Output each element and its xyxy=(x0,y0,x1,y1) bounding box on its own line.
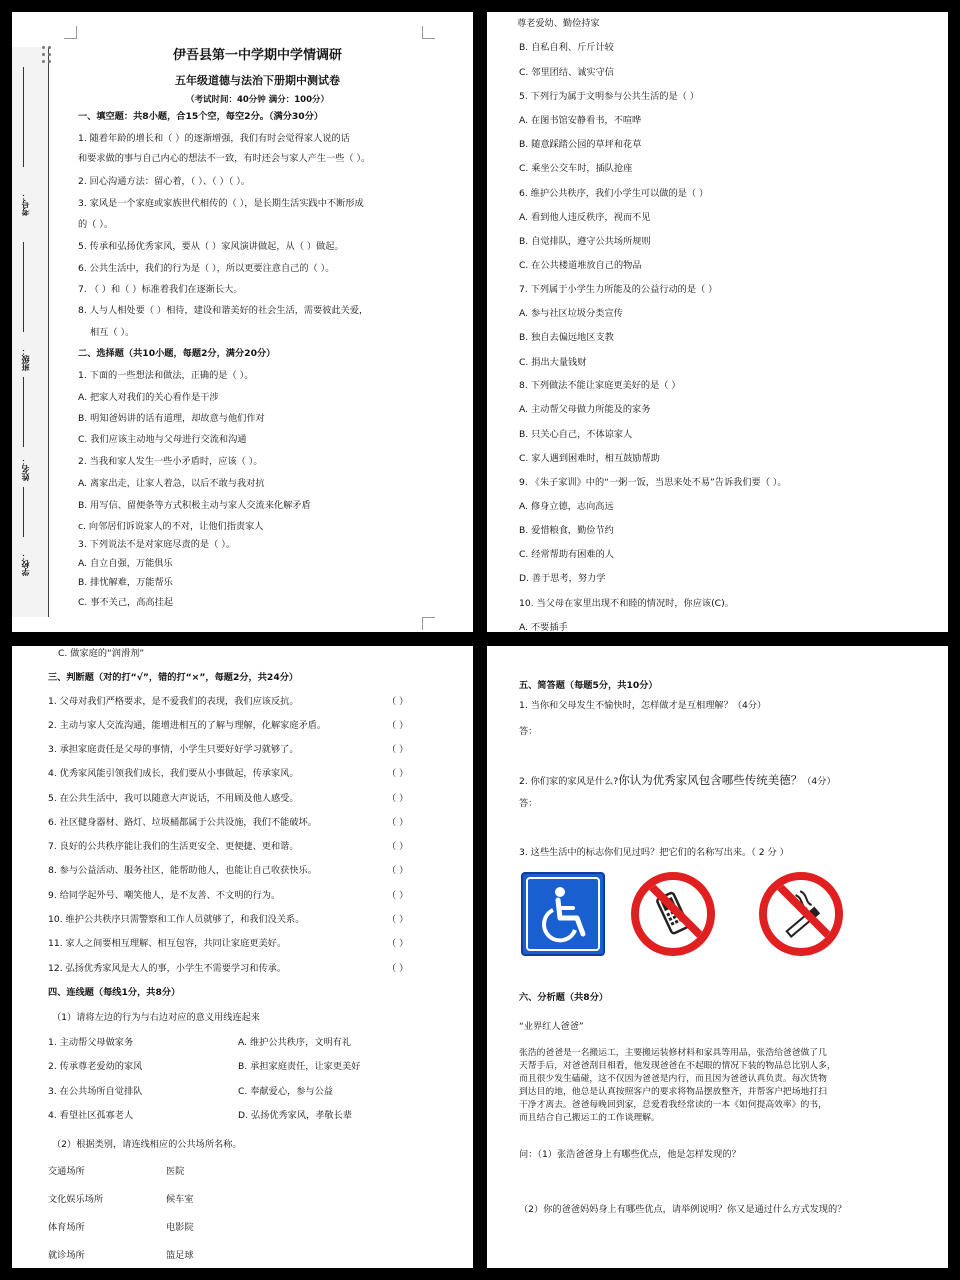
question-line: 10. 当父母在家里出现不和睦的情况时，你应该(C)。 xyxy=(519,598,734,609)
exam-title: 伊吾县第一中学期中学情调研 xyxy=(172,48,342,63)
option-line: B. 排忧解难，万能帮乐 xyxy=(78,577,173,588)
answer-label: 答： xyxy=(519,798,538,809)
paragraph-line: 而且很少发生磕碰，这不仅因为爸爸是内行，而且因为爸爸认真负责。每次货物 xyxy=(519,1074,827,1084)
story-title: “业界红人爸爸” xyxy=(519,1021,584,1032)
match-left-item[interactable]: 4. 看望社区孤寡老人 xyxy=(48,1110,134,1121)
answer-bracket[interactable]: （ ） xyxy=(387,865,409,876)
judge-item: 7. 良好的公共秩序能让我们的生活更安全、更便捷、更和谐。 xyxy=(48,841,299,852)
answer-bracket[interactable]: （ ） xyxy=(387,841,409,852)
answer-bracket[interactable]: （ ） xyxy=(387,914,409,925)
judge-item: 3. 承担家庭责任是父母的事情，小学生只要好好学习就够了。 xyxy=(48,744,299,755)
section-heading: 三、判断题（对的打“√”，错的打“×”，每题2分，共24分） xyxy=(48,672,299,683)
question-line: 1. 随着年龄的增长和（ ）的逐渐增强，我们有时会觉得家人说的话 xyxy=(78,133,350,144)
category-left-item[interactable]: 交通场所 xyxy=(48,1166,85,1177)
answer-bracket[interactable]: （ ） xyxy=(387,817,409,828)
question-line: 6. 公共生活中，我们的行为是（ ），所以更要注意自己的（ ）。 xyxy=(78,263,335,274)
category-left-item[interactable]: 就诊场所 xyxy=(48,1250,85,1261)
exam-page-3 xyxy=(12,646,473,1268)
answer-bracket[interactable]: （ ） xyxy=(387,963,409,974)
question-line: 的（ ）。 xyxy=(78,219,114,230)
option-line: C. 家人遇到困难时，相互鼓励帮助 xyxy=(519,453,660,464)
option-line: A. 离家出走，让家人着急，以后不敢与我对抗 xyxy=(78,478,265,489)
category-right-item[interactable]: 候车室 xyxy=(166,1194,194,1205)
question-line: 5. 下列行为属于文明参与公共生活的是（ ） xyxy=(519,91,699,102)
match-left-item[interactable]: 2. 传承尊老爱幼的家风 xyxy=(48,1061,143,1072)
question-line: 8. 下列做法不能让家庭更美好的是（ ） xyxy=(519,380,681,391)
question-line: 2. 回心沟通方法：留心着，（ ）、（ ）（ ）。 xyxy=(78,176,251,187)
paragraph-line: 干净才离去。爸爸每晚回到家，总爱看我经常读的一本《如何提高效率》的书， xyxy=(519,1100,827,1110)
judge-item: 4. 优秀家风能引领我们成长，我们要从小事做起，传承家风。 xyxy=(48,768,299,779)
option-line: B. 随意踩踏公园的草坪和花草 xyxy=(519,139,642,150)
answer-bracket[interactable]: （ ） xyxy=(387,696,409,707)
section-heading: 一、填空题：共8小题，合15个空，每空2分。（满分30分） xyxy=(78,111,324,122)
question-line: 3. 下列说法不是对家庭尽责的是（ ）。 xyxy=(78,539,236,550)
option-line: A. 修身立德，志向高远 xyxy=(519,501,614,512)
option-line: A. 不要插手 xyxy=(519,622,568,632)
side-label-banji: 班级： xyxy=(21,347,30,371)
judge-item: 6. 社区健身器材、路灯、垃圾桶都属于公共设施，我们不能破坏。 xyxy=(48,817,317,828)
option-line: C. 做家庭的“润滑剂” xyxy=(58,648,145,659)
option-line: B. 明知爸妈讲的话有道理，却故意与他们作对 xyxy=(78,413,265,424)
page-corner-mark xyxy=(422,617,435,630)
option-line: 尊老爱幼、勤俭持家 xyxy=(517,18,600,29)
question-line: 问：（1）张浩爸爸身上有哪些优点，他是怎样发现的？ xyxy=(519,1149,741,1160)
option-line: B. 自觉排队，遵守公共场所规则 xyxy=(519,236,651,247)
question-line: 2. 当我和家人发生一些小矛盾时，应该（ ）。 xyxy=(78,456,263,467)
match-left-item[interactable]: 3. 在公共场所自觉排队 xyxy=(48,1086,143,1097)
option-line: C. 邻里团结、诚实守信 xyxy=(519,67,614,78)
judge-item: 8. 参与公益活动、服务社区，能帮助他人，也能让自己收获快乐。 xyxy=(48,865,317,876)
option-line: C. 捐出大量钱财 xyxy=(519,357,587,368)
page-corner-mark xyxy=(64,26,77,39)
option-line: A. 自立自强，万能俱乐 xyxy=(78,558,173,569)
option-line: B. 只关心自己，不体谅家人 xyxy=(519,429,633,440)
option-line: C. 经常帮助有困难的人 xyxy=(519,549,614,560)
page-corner-mark xyxy=(422,26,435,39)
option-line: B. 自私自利、斤斤计较 xyxy=(519,42,614,53)
section-heading: 六、分析题（共8分） xyxy=(519,992,609,1003)
judge-item: 1. 父母对我们严格要求，是不爱我们的表现，我们应该反抗。 xyxy=(48,696,299,707)
question-line xyxy=(519,774,836,788)
question-line: （2）你的爸爸妈妈身上有哪些优点，请举例说明？你又是通过什么方式发现的？ xyxy=(519,1204,847,1215)
question-line: 相互（ ）。 xyxy=(90,327,135,338)
exam-page-4 xyxy=(487,646,948,1268)
answer-bracket[interactable]: （ ） xyxy=(387,938,409,949)
paragraph-line: 天帮手后，对爸爸刮目相看，他发现爸爸在不起眼的情况下装的物品总比别人多， xyxy=(519,1061,836,1071)
side-label-kaohao: 考号： xyxy=(21,192,30,216)
option-line: A. 把家人对我们的关心看作是干涉 xyxy=(78,392,219,403)
judge-item: 10. 维护公共秩序只需警察和工作人员就够了，和我们没关系。 xyxy=(48,914,305,925)
question-line: 8. 人与人相处要（ ）相待，建设和谐美好的社会生活，需要彼此关爱， xyxy=(78,305,369,316)
side-label-xuexiao: 学校： xyxy=(21,552,30,576)
answer-bracket[interactable]: （ ） xyxy=(387,890,409,901)
question-line: 1. 下面的一些想法和做法，正确的是（ ）。 xyxy=(78,370,254,381)
question-line: 3. 这些生活中的标志你们见过吗？把它们的名称写出来。（ 2 分 ） xyxy=(519,847,789,858)
answer-bracket[interactable]: （ ） xyxy=(387,768,409,779)
instruction-line: （2）根据类别，请连线相应的公共场所名称。 xyxy=(52,1139,242,1150)
question-line: 7. （ ）和（ ）标准着我们在逐渐长大。 xyxy=(78,284,243,295)
match-right-item[interactable]: D. 弘扬优秀家风，孝敬长辈 xyxy=(238,1110,352,1121)
instruction-line: （1）请将左边的行为与右边对应的意义用线连起来 xyxy=(52,1012,260,1023)
question-part-large: 你认为优秀家风包含哪些传统美德？ xyxy=(618,773,803,787)
option-line: A. 在图书馆安静看书，不喧哗 xyxy=(519,115,642,126)
exam-subtitle: 五年级道德与法治下册期中测试卷 xyxy=(175,74,340,87)
question-points: （4分） xyxy=(802,776,836,787)
answer-bracket[interactable]: （ ） xyxy=(387,793,409,804)
option-line: C. 事不关己，高高挂起 xyxy=(78,597,173,608)
paragraph-line: 张浩的爸爸是一名搬运工，主要搬运装修材料和家具等用品，张浩给爸爸做了几 xyxy=(519,1048,827,1058)
option-line: B. 独自去偏远地区支教 xyxy=(519,332,614,343)
match-right-item[interactable]: B. 承担家庭责任，让家更美好 xyxy=(238,1061,361,1072)
no-smoking-icon xyxy=(759,872,843,956)
judge-item: 12. 弘扬优秀家风是大人的事，小学生不需要学习和传承。 xyxy=(48,963,287,974)
option-line: B. 用写信、留便条等方式积极主动与家人交流来化解矛盾 xyxy=(78,500,311,511)
category-right-item[interactable]: 医院 xyxy=(166,1166,185,1177)
paragraph-line: 到达目的地，他总是认真按照客户的要求将物品摆放整齐，并帮客户把场地打扫 xyxy=(519,1087,827,1097)
category-left-item[interactable]: 体育场所 xyxy=(48,1222,85,1233)
judge-item: 9. 给同学起外号、嘲笑他人，是不友善、不文明的行为。 xyxy=(48,890,281,901)
question-line: 9. 《朱子家训》中的“一粥一饭，当思来处不易”告诉我们要（ ）。 xyxy=(519,477,787,488)
option-line: A. 主动帮父母做力所能及的家务 xyxy=(519,404,651,415)
category-right-item[interactable]: 篮足球 xyxy=(166,1250,194,1261)
binding-strip xyxy=(12,47,49,617)
question-line: 和要求做的事与自己内心的想法不一致，有时还会与家人产生一些（ ）。 xyxy=(78,153,371,164)
match-right-item[interactable]: A. 维护公共秩序，文明有礼 xyxy=(238,1037,352,1048)
section-heading: 二、选择题（共10小题，每题2分，满分20分） xyxy=(78,348,276,359)
judge-item: 2. 主动与家人交流沟通，能增进相互的了解与理解，化解家庭矛盾。 xyxy=(48,720,327,731)
answer-label: 答： xyxy=(519,726,538,737)
no-mobile-phone-icon xyxy=(631,872,715,956)
question-part: 2. 你们家的家风是什么? xyxy=(519,776,619,787)
exam-info: （考试时间：40分钟 满分：100分） xyxy=(185,95,330,105)
question-line: 5. 传承和弘扬优秀家风，要从（ ）家风演讲做起，从（ ）做起。 xyxy=(78,241,344,252)
match-right-item[interactable]: C. 奉献爱心，参与公益 xyxy=(238,1086,333,1097)
exam-page-1 xyxy=(12,12,473,632)
option-line: c. 向邻居们诉说家人的不对，让他们指责家人 xyxy=(78,521,264,532)
question-line: 3. 家风是一个家庭或家族世代相传的（ ），是长期生活实践中不断形成 xyxy=(78,198,364,209)
category-right-item[interactable]: 电影院 xyxy=(166,1222,194,1233)
section-heading: 五、简答题（每题5分，共10分） xyxy=(519,680,658,691)
wheelchair-accessible-icon xyxy=(521,872,605,956)
section-heading: 四、连线题（每线1分，共8分） xyxy=(48,987,181,998)
match-left-item[interactable]: 1. 主动帮父母做家务 xyxy=(48,1037,134,1048)
paragraph-line: 而且结合自己搬运工的工作谈理解。 xyxy=(519,1113,660,1123)
answer-bracket[interactable]: （ ） xyxy=(387,720,409,731)
option-line: A. 参与社区垃圾分类宣传 xyxy=(519,308,623,319)
option-line: C. 乘坐公交车时，插队抢座 xyxy=(519,163,633,174)
side-label-xingming: 姓名： xyxy=(21,457,30,481)
question-line: 6. 维护公共秩序，我们小学生可以做的是（ ） xyxy=(519,188,709,199)
question-line: 7. 下列属于小学生力所能及的公益行动的是（ ） xyxy=(519,284,718,295)
question-line: 1. 当你和父母发生不愉快时，怎样做才是互相理解？（4分） xyxy=(519,700,767,711)
option-line: B. 爱惜粮食，勤俭节约 xyxy=(519,525,614,536)
judge-item: 11. 家人之间要相互理解、相互包容，共同让家庭更美好。 xyxy=(48,938,287,949)
category-left-item[interactable]: 文化娱乐场所 xyxy=(48,1194,104,1205)
exam-page-2 xyxy=(487,12,948,632)
judge-item: 5. 在公共生活中，我可以随意大声说话，不用顾及他人感受。 xyxy=(48,793,299,804)
answer-bracket[interactable]: （ ） xyxy=(387,744,409,755)
option-line: C. 我们应该主动地与父母进行交流和沟通 xyxy=(78,434,247,445)
option-line: A. 看到他人违反秩序，视而不见 xyxy=(519,212,651,223)
option-line: C. 在公共楼道堆放自己的物品 xyxy=(519,260,642,271)
option-line: D. 善于思考，努力学 xyxy=(519,573,606,584)
